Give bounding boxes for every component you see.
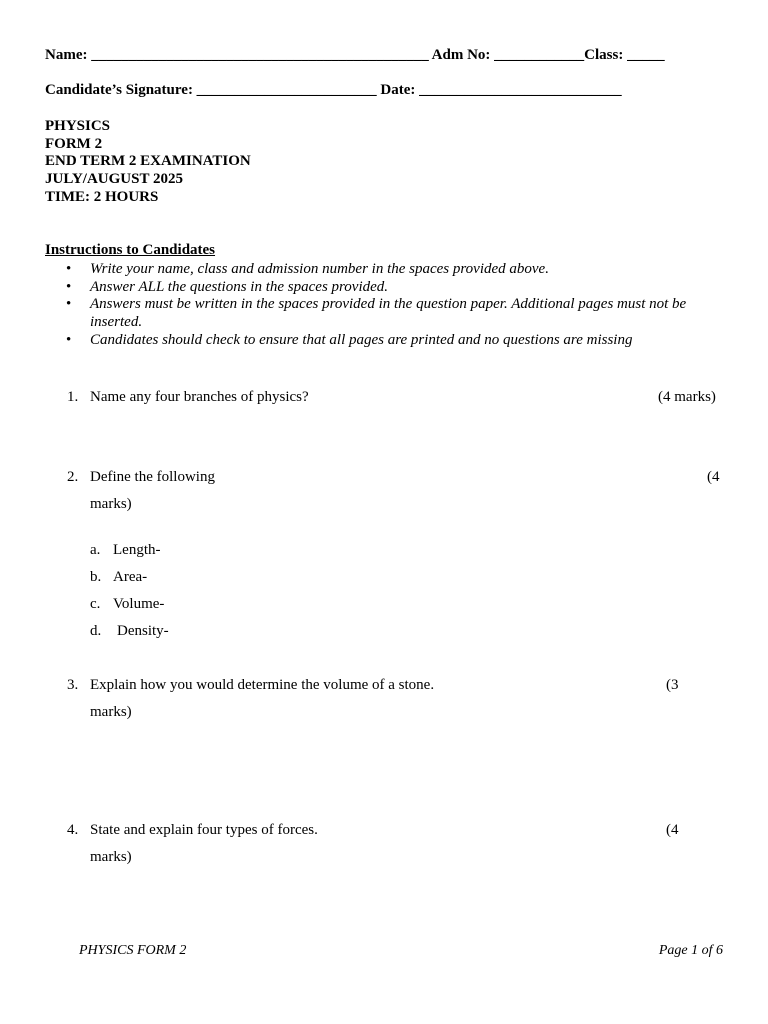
question-text: Define the following bbox=[90, 469, 215, 485]
question-marks-continued: marks) bbox=[90, 849, 132, 865]
sub-question-text: Area- bbox=[113, 569, 148, 585]
instruction-text: inserted. bbox=[90, 314, 143, 330]
sub-question-text: Density- bbox=[117, 623, 169, 639]
instruction-text: Write your name, class and admission number in the spaces provided above. bbox=[90, 261, 549, 277]
instruction-text: Answer ALL the questions in the spaces provided. bbox=[90, 279, 389, 295]
sub-question-text: Volume- bbox=[113, 596, 165, 612]
instructions-heading: Instructions to Candidates bbox=[45, 242, 216, 258]
question-number: 3. bbox=[67, 677, 79, 693]
exam-time: TIME: 2 HOURS bbox=[45, 189, 159, 205]
question-marks: (4 marks) bbox=[658, 389, 716, 405]
sub-question-text: Length- bbox=[113, 542, 161, 558]
signature-date-line: Candidate’s Signature: ________________________ Date: ___________________________ bbox=[45, 82, 622, 98]
question-number: 1. bbox=[67, 389, 79, 405]
question-text: Explain how you would determine the volume of a stone. bbox=[90, 677, 435, 693]
instruction-text: Candidates should check to ensure that all pages are printed and no questions are missing bbox=[90, 332, 633, 348]
question-marks: (3 bbox=[666, 677, 679, 693]
sub-question-label: b. bbox=[90, 569, 102, 585]
name-adm-class-line: Name: _____________________________________________ Adm No: ____________Class: _____ bbox=[45, 47, 665, 63]
question-marks: (4 bbox=[707, 469, 720, 485]
bullet-icon: • bbox=[66, 279, 72, 295]
question-text: Name any four branches of physics? bbox=[90, 389, 309, 405]
question-marks: (4 bbox=[666, 822, 679, 838]
exam-subject: PHYSICS bbox=[45, 118, 111, 134]
footer-left: PHYSICS FORM 2 bbox=[79, 943, 187, 958]
bullet-icon: • bbox=[66, 261, 72, 277]
question-number: 2. bbox=[67, 469, 79, 485]
exam-title: END TERM 2 EXAMINATION bbox=[45, 153, 251, 169]
instruction-text: Answers must be written in the spaces provided in the question paper. Additional pages must not be bbox=[90, 296, 687, 312]
sub-question-label: d. bbox=[90, 623, 102, 639]
sub-question-label: a. bbox=[90, 542, 101, 558]
question-marks-continued: marks) bbox=[90, 704, 132, 720]
exam-form: FORM 2 bbox=[45, 136, 103, 152]
footer-page-number: Page 1 of 6 bbox=[658, 943, 723, 958]
question-text: State and explain four types of forces. bbox=[90, 822, 318, 838]
question-number: 4. bbox=[67, 822, 79, 838]
question-marks-continued: marks) bbox=[90, 496, 132, 512]
bullet-icon: • bbox=[66, 332, 72, 348]
exam-period: JULY/AUGUST 2025 bbox=[45, 171, 183, 187]
bullet-icon: • bbox=[66, 296, 72, 312]
sub-question-label: c. bbox=[90, 596, 101, 612]
